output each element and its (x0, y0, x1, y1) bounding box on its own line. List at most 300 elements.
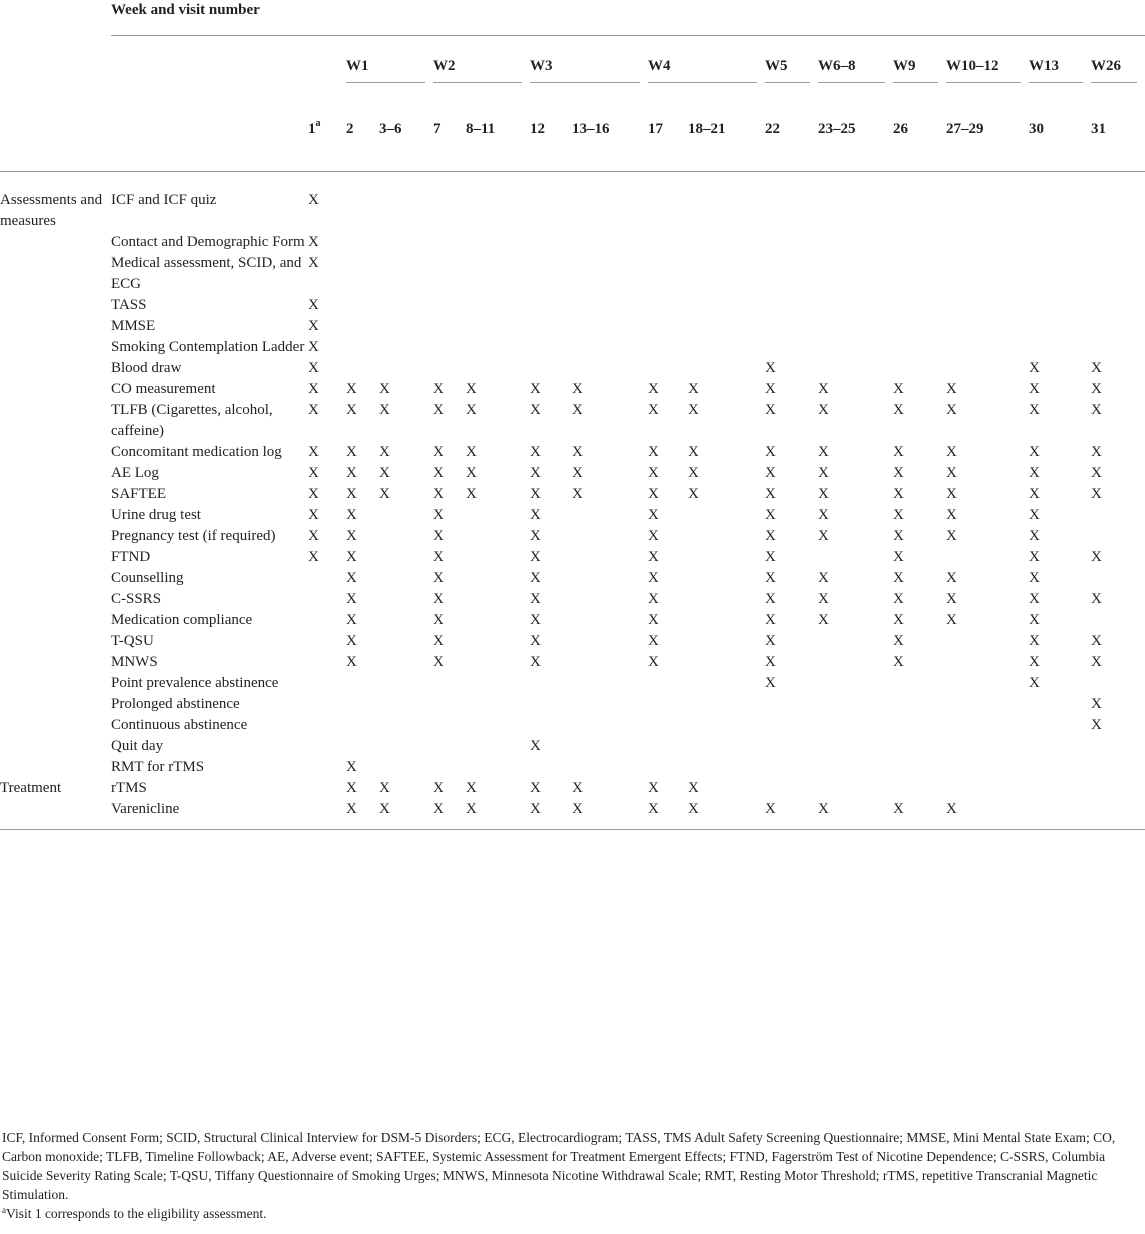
empty-cell (688, 253, 765, 295)
empty-cell (466, 715, 530, 736)
section-cell (0, 568, 111, 589)
visit-mark: X (1091, 717, 1102, 733)
visit-mark: X (1091, 465, 1102, 481)
visit-number (466, 103, 530, 172)
table-row (0, 295, 1145, 316)
section-cell (0, 547, 111, 568)
visit-mark: X (1029, 507, 1040, 523)
empty-cell (1091, 337, 1145, 358)
visit-mark: X (346, 381, 357, 397)
visit-mark: X (346, 759, 357, 775)
visit-mark: X (688, 381, 699, 397)
empty-cell (648, 232, 688, 253)
visit-mark: X (530, 381, 541, 397)
visit-mark: X (818, 570, 829, 586)
section-cell (0, 232, 111, 253)
row-label: TASS (111, 297, 147, 313)
empty-cell (946, 316, 1029, 337)
empty-cell (308, 673, 346, 694)
empty-cell (1029, 694, 1091, 715)
visit-mark: X (572, 799, 648, 830)
empty-cell (308, 589, 346, 610)
empty-cell (308, 799, 346, 830)
row-label: TLFB (Cigarettes, alcohol, caffeine) (111, 402, 273, 439)
empty-cell (466, 526, 530, 547)
empty-cell (688, 568, 765, 589)
empty-cell (572, 232, 648, 253)
empty-cell (1029, 232, 1091, 253)
empty-cell (433, 757, 466, 778)
empty-cell (346, 715, 379, 736)
week-label: W10–12 (946, 56, 1021, 83)
empty-cell (1029, 757, 1091, 778)
empty-cell (688, 610, 765, 631)
empty-cell (818, 547, 893, 568)
table-row (0, 316, 1145, 337)
section-cell (0, 799, 111, 830)
visit-mark: X (1091, 591, 1102, 607)
empty-cell (466, 337, 530, 358)
empty-cell (346, 316, 379, 337)
week-header (765, 36, 818, 104)
visit-number (346, 103, 379, 172)
empty-cell (1029, 799, 1091, 830)
empty-cell (379, 631, 433, 652)
visit-mark: X (893, 381, 904, 397)
week-label: W9 (893, 56, 938, 83)
empty-cell (572, 505, 648, 526)
section-cell (0, 652, 111, 673)
empty-cell (818, 652, 893, 673)
empty-cell (946, 172, 1029, 233)
visit-number (433, 103, 466, 172)
table-row (0, 652, 1145, 673)
visit-mark: X (530, 633, 541, 649)
visit-mark: X (946, 381, 957, 397)
visit-mark: X (765, 549, 776, 565)
empty-cell (379, 316, 433, 337)
visit-mark: X (946, 444, 957, 460)
empty-cell (818, 778, 893, 799)
empty-cell (379, 757, 433, 778)
empty-cell (433, 316, 466, 337)
empty-cell (818, 337, 893, 358)
empty-cell (818, 172, 893, 233)
visit-mark: X (946, 507, 957, 523)
table-footnotes (2, 1128, 1140, 1223)
table-row (0, 379, 1145, 400)
row-label: Pregnancy test (if required) (111, 528, 276, 544)
empty-cell (572, 694, 648, 715)
empty-cell (688, 505, 765, 526)
visit-mark: X (893, 528, 904, 544)
visit-mark: X (379, 402, 390, 418)
visit-mark: X (946, 570, 957, 586)
section-cell (0, 484, 111, 505)
empty-cell (466, 358, 530, 379)
empty-cell (648, 253, 688, 295)
empty-cell (379, 172, 433, 233)
empty-cell (946, 232, 1029, 253)
week-header (946, 36, 1029, 104)
visit-mark: X (648, 507, 659, 523)
empty-cell (1091, 778, 1145, 799)
empty-cell (688, 295, 765, 316)
visit-mark: X (893, 799, 946, 830)
empty-cell (946, 673, 1029, 694)
empty-cell (893, 253, 946, 295)
empty-cell (946, 547, 1029, 568)
table-row (0, 568, 1145, 589)
visit-mark: X (466, 381, 477, 397)
empty-cell (308, 610, 346, 631)
visit-mark: X (946, 799, 1029, 830)
empty-cell (648, 172, 688, 233)
visit-mark: X (433, 799, 466, 830)
visit-mark: X (433, 549, 444, 565)
empty-cell (466, 568, 530, 589)
visit-mark: X (1091, 360, 1102, 376)
visit-mark: X (1091, 444, 1102, 460)
visit-mark: X (765, 360, 776, 376)
visit-mark: X (648, 486, 659, 502)
visit-number (688, 103, 765, 172)
visit-mark: X (648, 591, 659, 607)
empty-cell (765, 694, 818, 715)
visit-mark: X (346, 570, 357, 586)
visit-number (308, 103, 346, 172)
row-label: AE Log (111, 465, 159, 481)
visit-mark: X (1029, 528, 1040, 544)
row-label: SAFTEE (111, 486, 167, 502)
table-row (0, 589, 1145, 610)
visit-number-text: 13–16 (572, 121, 610, 137)
empty-cell (572, 526, 648, 547)
visit-mark: X (688, 444, 699, 460)
visit-mark: X (530, 570, 541, 586)
visit-mark: X (346, 507, 357, 523)
empty-cell (530, 715, 572, 736)
table-row (0, 778, 1145, 799)
visit-mark: X (765, 633, 776, 649)
visit-number (572, 103, 648, 172)
visit-mark: X (530, 654, 541, 670)
empty-cell (433, 295, 466, 316)
visit-mark: X (1029, 444, 1040, 460)
empty-cell (572, 589, 648, 610)
row-label: T-QSU (111, 633, 154, 649)
empty-cell (433, 232, 466, 253)
visit-number-text: 3–6 (379, 121, 402, 137)
section-cell (0, 295, 111, 316)
visit-mark: X (893, 402, 904, 418)
visit-mark: X (818, 507, 829, 523)
visit-mark: X (765, 799, 818, 830)
visit-mark: X (648, 465, 659, 481)
empty-cell (893, 316, 946, 337)
section-cell (0, 736, 111, 757)
empty-cell (433, 694, 466, 715)
section-cell (0, 715, 111, 736)
row-label: Continuous abstinence (111, 717, 248, 733)
visit-mark: X (1029, 381, 1040, 397)
empty-cell (648, 715, 688, 736)
visit-mark: X (946, 528, 957, 544)
visit-mark: X (466, 444, 477, 460)
empty-cell (572, 631, 648, 652)
row-label: Quit day (111, 738, 164, 754)
visit-mark: X (466, 799, 530, 830)
empty-cell (688, 232, 765, 253)
empty-cell (688, 736, 765, 757)
visit-mark: X (466, 465, 477, 481)
empty-cell (688, 526, 765, 547)
visit-mark: X (308, 255, 319, 271)
visit-mark: X (433, 402, 444, 418)
table-title: Week and visit number (111, 0, 1145, 36)
row-label: Varenicline (111, 799, 308, 830)
visit-mark: X (765, 507, 776, 523)
row-label: RMT for rTMS (111, 759, 205, 775)
empty-cell (379, 547, 433, 568)
visit-mark: X (893, 612, 904, 628)
visit-mark: X (1091, 549, 1102, 565)
visit-number (893, 103, 946, 172)
visit-number (648, 103, 688, 172)
empty-cell (893, 673, 946, 694)
empty-cell (466, 736, 530, 757)
visit-mark: X (648, 780, 659, 796)
visit-mark: X (648, 402, 659, 418)
empty-cell (379, 652, 433, 673)
empty-cell (466, 652, 530, 673)
row-label: ICF and ICF quiz (111, 192, 217, 208)
visit-mark: X (308, 486, 319, 502)
section-cell (0, 379, 111, 400)
empty-cell (893, 694, 946, 715)
visit-mark: X (1029, 549, 1040, 565)
section-label-treatment: Treatment (0, 780, 62, 796)
table-row (0, 505, 1145, 526)
week-label: W5 (765, 56, 810, 83)
empty-cell (379, 505, 433, 526)
section-cell (0, 526, 111, 547)
visit-number-text: 12 (530, 121, 545, 137)
visit-mark: X (765, 654, 776, 670)
visit-mark: X (530, 528, 541, 544)
section-cell (0, 358, 111, 379)
visit-mark: X (308, 507, 319, 523)
row-label: CO measurement (111, 381, 216, 397)
empty-cell (308, 631, 346, 652)
empty-cell (433, 673, 466, 694)
visit-mark: X (530, 591, 541, 607)
empty-cell (530, 232, 572, 253)
empty-cell (530, 694, 572, 715)
empty-cell (572, 673, 648, 694)
empty-cell (893, 337, 946, 358)
row-label: MNWS (111, 654, 158, 670)
empty-cell (466, 316, 530, 337)
visit-mark: X (346, 612, 357, 628)
row-label: Prolonged abstinence (111, 696, 240, 712)
empty-cell (946, 736, 1029, 757)
visit-mark: X (433, 612, 444, 628)
visit-mark: X (530, 549, 541, 565)
visit-mark: X (893, 507, 904, 523)
table-row (0, 526, 1145, 547)
visit-mark: X (530, 612, 541, 628)
empty-cell (572, 253, 648, 295)
empty-cell (572, 547, 648, 568)
empty-cell (1029, 715, 1091, 736)
row-label: rTMS (111, 780, 147, 796)
section-cell (0, 673, 111, 694)
week-label: W13 (1029, 56, 1083, 83)
empty-cell (308, 694, 346, 715)
empty-cell (308, 778, 346, 799)
visit-mark: X (765, 402, 776, 418)
table-row (0, 253, 1145, 295)
week-label: W2 (433, 56, 522, 83)
empty-cell (1029, 253, 1091, 295)
row-label: Urine drug test (111, 507, 201, 523)
empty-cell (688, 757, 765, 778)
empty-cell (765, 232, 818, 253)
empty-cell (572, 337, 648, 358)
empty-cell (433, 715, 466, 736)
empty-cell (688, 358, 765, 379)
empty-cell (765, 316, 818, 337)
empty-cell (946, 778, 1029, 799)
empty-cell (379, 337, 433, 358)
visit-mark: X (648, 799, 688, 830)
visit-mark: X (379, 799, 433, 830)
visit-mark: X (433, 633, 444, 649)
visit-mark: X (1091, 633, 1102, 649)
visit-mark: X (308, 339, 319, 355)
empty-cell (818, 736, 893, 757)
visit-mark: X (818, 486, 829, 502)
empty-cell (466, 232, 530, 253)
visit-mark: X (530, 486, 541, 502)
empty-cell (688, 652, 765, 673)
empty-cell (466, 253, 530, 295)
empty-cell (765, 778, 818, 799)
empty-cell (1029, 337, 1091, 358)
visit-number (946, 103, 1029, 172)
visit-mark: X (688, 402, 699, 418)
table-row (0, 631, 1145, 652)
empty-cell (688, 172, 765, 233)
section-cell (0, 316, 111, 337)
empty-cell (648, 295, 688, 316)
empty-cell (346, 694, 379, 715)
visit-mark: X (765, 591, 776, 607)
empty-cell (379, 610, 433, 631)
empty-cell (572, 610, 648, 631)
visit-number-text: 1 (308, 121, 316, 137)
visit-mark: X (346, 780, 357, 796)
visit-mark: X (765, 381, 776, 397)
table-row (0, 757, 1145, 778)
empty-cell (648, 337, 688, 358)
visit-mark: X (1029, 675, 1040, 691)
section-cell (0, 400, 111, 442)
week-header (818, 36, 893, 104)
empty-cell (893, 295, 946, 316)
week-label: W4 (648, 56, 757, 83)
visit-mark: X (818, 381, 829, 397)
empty-cell (765, 253, 818, 295)
empty-cell (893, 358, 946, 379)
visit-mark: X (1091, 381, 1102, 397)
week-label: W26 (1091, 56, 1137, 83)
section-cell (0, 463, 111, 484)
visit-mark: X (1029, 486, 1040, 502)
row-label: Blood draw (111, 360, 182, 376)
visit-mark: X (1029, 465, 1040, 481)
section-cell (0, 757, 111, 778)
section-cell (0, 631, 111, 652)
visit-number (765, 103, 818, 172)
empty-cell (1091, 295, 1145, 316)
visit-mark: X (1091, 486, 1102, 502)
week-header (433, 36, 530, 104)
visit-number-text: 26 (893, 121, 908, 137)
empty-cell (466, 694, 530, 715)
visit-number (379, 103, 433, 172)
visit-mark: X (433, 444, 444, 460)
empty-cell (1091, 253, 1145, 295)
row-label: Counselling (111, 570, 184, 586)
empty-cell (346, 232, 379, 253)
empty-cell (530, 337, 572, 358)
table-row (0, 715, 1145, 736)
table-row (0, 232, 1145, 253)
visit-mark: X (688, 486, 699, 502)
empty-cell (818, 715, 893, 736)
visit-mark: X (308, 318, 319, 334)
empty-cell (818, 757, 893, 778)
empty-cell (765, 295, 818, 316)
visit-mark: X (818, 444, 829, 460)
empty-cell (466, 505, 530, 526)
visit-mark: X (530, 507, 541, 523)
empty-cell (466, 295, 530, 316)
visit1-note (2, 1204, 1140, 1223)
visit-mark: X (379, 780, 390, 796)
visit-mark: X (946, 402, 957, 418)
visit-mark: X (818, 799, 893, 830)
visit-mark: X (818, 591, 829, 607)
visit-mark: X (765, 528, 776, 544)
empty-cell (946, 715, 1029, 736)
empty-cell (346, 172, 379, 233)
empty-cell (433, 736, 466, 757)
visit-mark: X (572, 780, 583, 796)
empty-cell (1091, 757, 1145, 778)
empty-cell (379, 589, 433, 610)
empty-cell (946, 757, 1029, 778)
empty-cell (379, 232, 433, 253)
visit-number-text: 27–29 (946, 121, 984, 137)
visit-mark: X (308, 360, 319, 376)
empty-cell (818, 631, 893, 652)
empty-cell (379, 673, 433, 694)
visit-mark: X (346, 444, 357, 460)
empty-cell (308, 715, 346, 736)
